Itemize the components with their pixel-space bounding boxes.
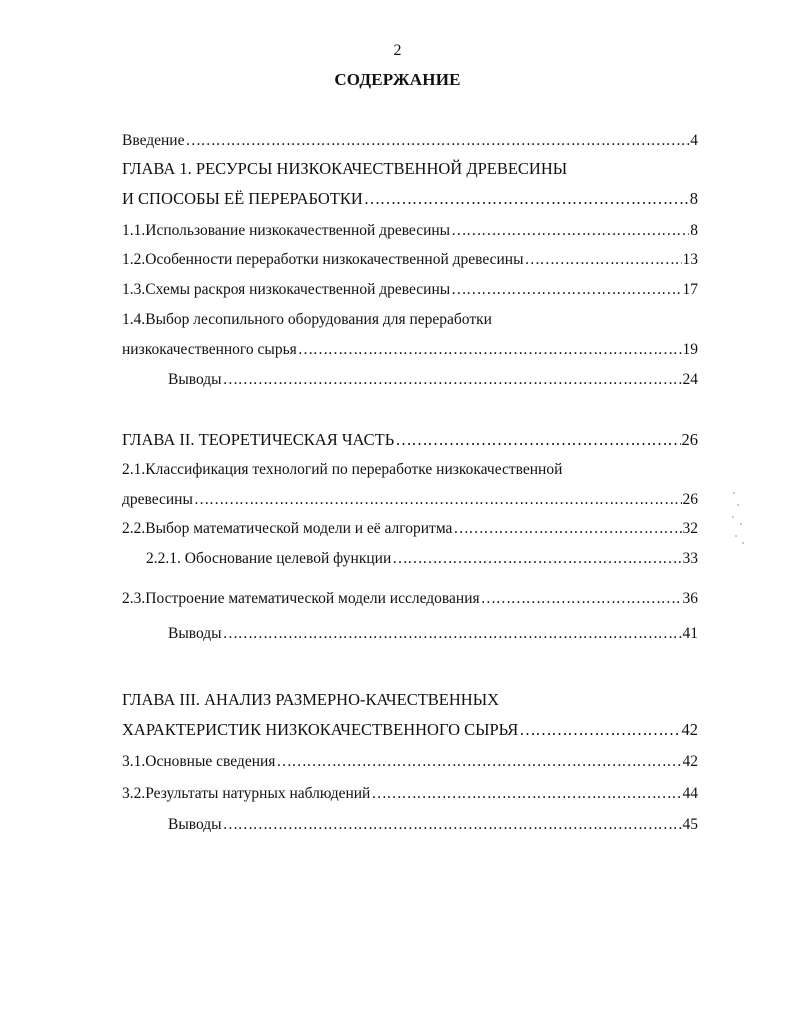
toc-entry-1-4-line2[interactable] [122,340,698,360]
toc-entry-text: ГЛАВА 1. РЕСУРСЫ НИЗКОКАЧЕСТВЕННОЙ ДРЕВЕСИНЫ [122,159,568,178]
toc-entry-page: 19 [682,341,698,358]
toc-entry-text: низкокачественного сырья [122,341,297,358]
toc-entry-text: 2.3.Построение математической модели исследования [122,590,480,607]
toc-entry-page: 42 [682,753,698,770]
toc-entry-text: Выводы [168,625,222,642]
toc-leader-dots [519,720,680,740]
toc-entry-ch1-conclusions[interactable] [168,370,698,390]
toc-entry-3-1[interactable] [122,752,698,772]
toc-entry-page: 45 [682,816,698,833]
toc-entry-ch2-conclusions[interactable] [168,624,698,644]
toc-chapter-2[interactable] [122,430,698,450]
toc-entry-text: ГЛАВА II. ТЕОРЕТИЧЕСКАЯ ЧАСТЬ [122,430,395,449]
toc-entry-page: 8 [690,222,698,239]
toc-entry-2-2[interactable] [122,519,698,539]
toc-entry-page: 26 [681,430,698,449]
toc-entry-text: 1.3.Схемы раскроя низкокачественной древесины [122,281,451,298]
toc-entry-text: 2.2.1. Обоснование целевой функции [146,550,392,567]
toc-entry-text: ГЛАВА III. АНАЛИЗ РАЗМЕРНО-КАЧЕСТВЕННЫХ [122,690,500,709]
toc-entry-text: древесины [122,491,193,508]
toc-entry-text: 2.1.Классификация технологий по переработке низкокачественной [122,461,563,478]
toc-leader-dots [481,589,682,609]
toc-leader-dots [453,519,681,539]
toc-entry-page: 32 [682,520,698,537]
toc-leader-dots [223,815,682,835]
toc-entry-page: 26 [682,491,698,508]
toc-leader-dots [451,221,689,241]
toc-entry-page: 36 [682,590,698,607]
toc-leader-dots [525,250,682,270]
toc-entry-2-3[interactable] [122,589,698,609]
toc-entry-text: 3.2.Результаты натурных наблюдений [122,785,371,802]
toc-leader-dots [451,280,681,300]
toc-chapter-3-line2[interactable] [122,720,698,740]
toc-entry-page: 24 [682,371,698,388]
toc-leader-dots [364,189,689,209]
page-number: 2 [393,42,402,59]
toc-leader-dots [392,549,681,569]
toc-entry-text: Введение [122,132,185,149]
toc-entry-text: 2.2.Выбор математической модели и её алгоритма [122,520,453,537]
toc-leader-dots [223,370,682,390]
toc-entry-page: 17 [682,281,698,298]
scan-noise [731,490,745,550]
toc-chapter-1-line1[interactable] [122,159,698,179]
toc-chapter-1-line2[interactable] [122,189,698,209]
toc-entry-1-3[interactable] [122,280,698,300]
toc-entry-text: ХАРАКТЕРИСТИК НИЗКОКАЧЕСТВЕННОГО СЫРЬЯ [122,720,519,739]
toc-entry-intro[interactable] [122,131,698,151]
toc-leader-dots [395,430,680,450]
toc-leader-dots [223,624,682,644]
toc-entry-page: .4 [686,132,698,149]
toc-entry-text: 1.1.Использование низкокачественной древесины [122,222,451,239]
toc-entry-2-1-line2[interactable] [122,490,698,510]
toc-entry-page: 33 [682,550,698,567]
toc-entry-text: 1.2.Особенности переработки низкокачественной древесины [122,251,524,268]
toc-title: СОДЕРЖАНИЕ [334,70,461,89]
toc-entry-page: 42 [681,720,698,739]
toc-entry-text: Выводы [168,816,222,833]
toc-entry-text: Выводы [168,371,222,388]
toc-leader-dots [194,490,682,510]
toc-entry-1-4-line1[interactable] [122,310,698,330]
toc-entry-2-2-1[interactable] [146,549,698,569]
toc-entry-page: 41 [682,625,698,642]
toc-leader-dots [185,131,685,151]
toc-entry-3-2[interactable] [122,784,698,804]
toc-chapter-3-line1[interactable] [122,690,698,710]
toc-entry-page: 8 [689,189,698,208]
toc-entry-page: 44 [682,785,698,802]
toc-leader-dots [371,784,681,804]
toc-entry-ch3-conclusions[interactable] [168,815,698,835]
toc-entry-text: 3.1.Основные сведения [122,753,276,770]
toc-entry-1-2[interactable] [122,250,698,270]
toc-entry-1-1[interactable] [122,221,698,241]
toc-leader-dots [276,752,681,772]
toc-entry-2-1-line1[interactable] [122,460,698,480]
toc-entry-text: 1.4.Выбор лесопильного оборудования для переработки [122,311,492,328]
toc-entry-page: 13 [682,251,698,268]
toc-entry-text: И СПОСОБЫ ЕЁ ПЕРЕРАБОТКИ [122,189,363,208]
toc-leader-dots [298,340,682,360]
